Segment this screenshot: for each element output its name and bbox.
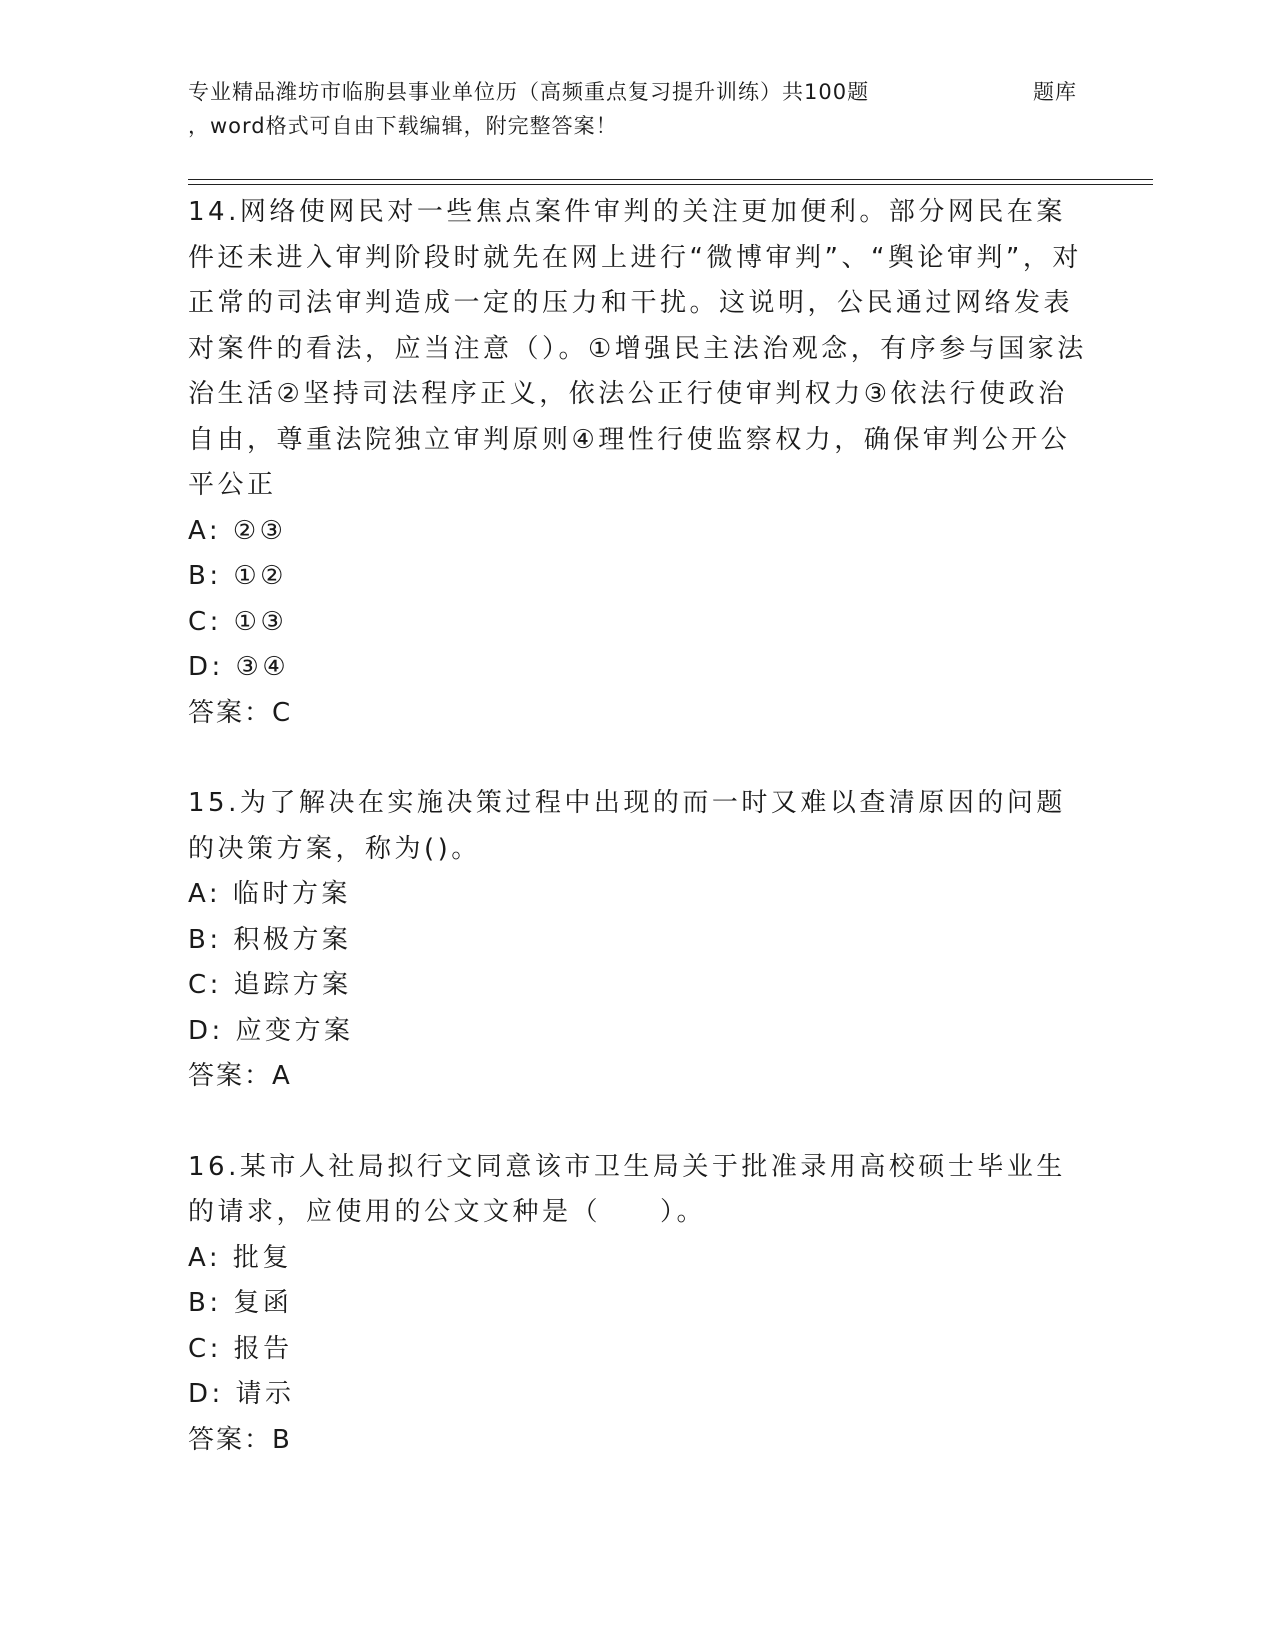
header-divider-bottom [188, 184, 1153, 185]
question-list [188, 190, 1088, 1463]
option-c: C: ①③ [188, 606, 288, 637]
answer-line [188, 1054, 1088, 1100]
header-line [188, 74, 1148, 110]
question-14 [188, 190, 1088, 736]
option-b: B: ①② [188, 561, 287, 591]
answer-label: 答案： [188, 697, 273, 728]
option-b: B: 积极方案 [188, 924, 352, 955]
answer-label: 答案： [188, 1424, 273, 1455]
answer-value: B [272, 1424, 292, 1455]
option-c: C: 追踪方案 [188, 970, 352, 1000]
question-16 [188, 1145, 1088, 1464]
option-a: A: 批复 [188, 1242, 292, 1273]
answer-value: A [272, 1061, 292, 1091]
option-a: A: ②③ [188, 515, 287, 546]
question-spacer [188, 736, 1088, 781]
question-stem: 14.网络使网民对一些焦点案件审判的关注更加便利。部分网民在案件还未进入审判阶段时就先在网上进行“微博审判”、“舆论审判”，对正常的司法审判造成一定的压力和干扰。这说明，公民通过网络发表对案件的看法，应当注意（）。①增强民主法治观念，有序参与国家法治生活②坚持司法程序正义，依法公正行使审判权力③依法行使政治自由，尊重法院独立审判原则④理性行使监察权力，确保审判公开公平公正 [188, 197, 1087, 500]
answer-value: C [272, 697, 293, 728]
header-title: 专业精品潍坊市临朐县事业单位历（高频重点复习提升训练）共100题 [188, 80, 870, 104]
option-d: D: 应变方案 [188, 1015, 354, 1046]
question-spacer [188, 1100, 1088, 1145]
question-15 [188, 781, 1088, 1100]
option-d: D: 请示 [188, 1379, 295, 1409]
answer-line [188, 1418, 1088, 1464]
answer-line [188, 691, 1088, 737]
question-stem: 15.为了解决在实施决策过程中出现的而一时又难以查清原因的问题的决策方案，称为()。 [188, 788, 1066, 864]
header-subtitle: ，word格式可自由下载编辑，附完整答案！ [188, 114, 618, 138]
option-c: C: 报告 [188, 1333, 293, 1364]
option-d: D: ③④ [188, 652, 290, 682]
header-tag: 题库 [1033, 80, 1077, 104]
option-b: B: 复函 [188, 1288, 293, 1318]
answer-label: 答案： [188, 1061, 273, 1091]
header-divider-top [188, 179, 1153, 180]
option-a: A: 临时方案 [188, 879, 351, 909]
page-header [188, 74, 1148, 142]
question-stem: 16.某市人社局拟行文同意该市卫生局关于批准录用高校硕士毕业生的请求，应使用的公文文种是（ ）。 [188, 1151, 1066, 1227]
